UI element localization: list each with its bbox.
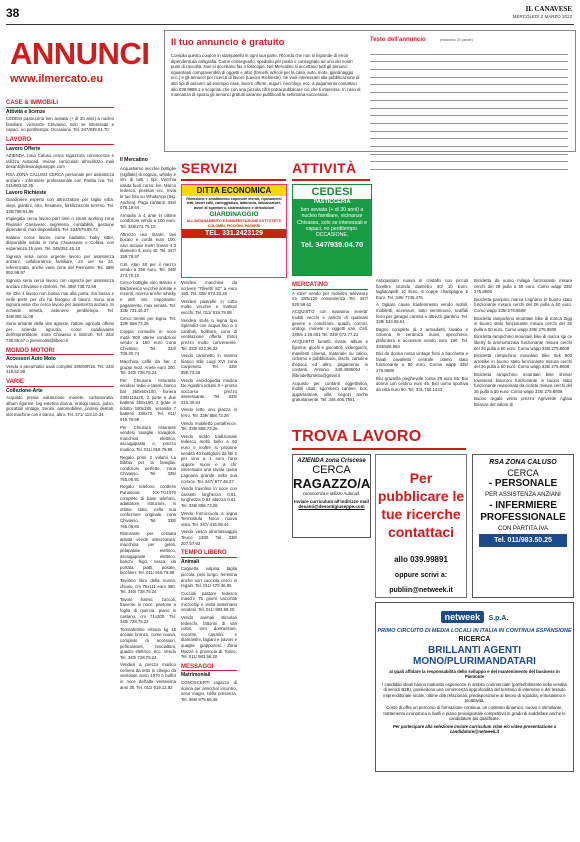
list-item: Macchina caffè da bar 2 gruppi mod. Ariete euro 200. Tel. 340/ 728.75.24 (120, 359, 176, 376)
section-varie: VARIE (6, 380, 114, 387)
servizi-rule (181, 179, 286, 181)
list-item: Se Che il lavoro non bussa mai alla porta, ma bussa e nelle porte per chi ha bisogno di lavoro. Sono una signora seria che cerca lavoro per assistenza anziani. Si richiede serietà, astenersi perditempo. Tel. 349/305.11.08 (6, 291, 114, 319)
list-item: Tavolino libro della nonna, chiuso, cm 75x111 euro 380. Tel. 340/ 728.75.24 (120, 577, 176, 595)
ditta-title: DITTA ECONOMICA (182, 185, 286, 196)
ditta-giardinaggio: GIARDINAGGIO (209, 211, 259, 219)
page-number: 38 (6, 6, 20, 20)
calu-ragazzo: RAGAZZO/A (293, 476, 371, 491)
annunci-url[interactable]: www.ilmercato.eu (10, 73, 104, 85)
list-item: Cerco trenini per legno. Tel. 339/ 858.73.26 (120, 315, 176, 327)
list-item: Regalo telefono cordless Panasonic KX-TG1070 completo di base telefono, adattatore, istruzioni, in ottime stato, nella sua confezione originale, zona Chivasso. Tel. 338/ 765.05.91 (120, 484, 176, 529)
list-item: Attrezzo uso tirante, tavi bocaio e corda euro 100, cavi acciaio metri lineari 4,3 diametro 6, euro 40. Tel. 347/ 159.78.97 (120, 231, 176, 259)
ad-text-title: Testo dell'annuncio (370, 37, 426, 43)
list-item: Antiquariato nuova in cristallo con piccoli fiorellini rotonda diametro 30/ 10 Euro, tagliacapelli 10 Euro, 6 coppe champagne 5 Euro. Tel. 349/ 7745.476 (376, 278, 468, 300)
list-item: Vendo caminetto in marmo bianco stile Luigi XVI zona Carpeneto. Tel. 339/ 858.73.26 (181, 353, 237, 375)
calu-heading: AZIENDA zona Criscese (297, 458, 366, 464)
newspaper-brand: IL CANAVESE (525, 5, 572, 13)
annunci-title: ANNUNCI (10, 36, 150, 71)
section-lavoro: LAVORO (6, 138, 114, 145)
attivita-band: ATTIVITÀ (292, 160, 357, 176)
column-1 (6, 96, 114, 420)
coupon-title: Il tuo annuncio è gratuito (171, 37, 285, 48)
list-item: Vendesi pastrelle in cotto molto vecchie e mattoni vecchi. Tel. 011/ 919.79.98 (181, 298, 237, 315)
column-4 (292, 278, 368, 405)
trova-lavoro-rule (292, 448, 466, 450)
netweek-logo: netweek (441, 611, 485, 623)
netweek-headline: BRILLANTI AGENTI MONO/PLURIMANDATARI (413, 645, 536, 667)
list-item: Tornitafettine Vittoria kg 15 acciaio bronzo, come nuova, completo di accessori, pellicolatore, brucialtani, quadro elettrico, ecc. Vendo Tel. 340/ 728.75.24 (120, 626, 176, 660)
list-item: Armadio a 4 ante in ottime condizioni vendo a 100 euro. Tel. 349/274.70.10 (120, 212, 176, 229)
attivita-rule (292, 179, 370, 181)
list-item: CEDESI pasticceria ben avviata (+ di 30 anni) a nucleo familiare, vicinanze Chivasso, solo se interessati e capaci, no perditempo. Occasione. Tel. 347/939.04.70 (6, 116, 114, 133)
column-2 (120, 156, 164, 165)
column-2-body (120, 166, 176, 692)
list-item: Bicicletta rampichino mountain bike di marca spi ce liberty bi ammortizzata funzionante misura cerchi del 26 pulla a 60 euro. Como wapp 335/ 275.8608 (474, 334, 572, 351)
list-item: Vendesi a prezzo modico cemera da letto in ciliegio da vetriolare anno 1970 e buffet in noce dell'alta ventesima anni 30. Tel. 011/ 919.12.82 (120, 662, 176, 690)
list-item: Cerco bottiglie vino Barolo e Barbaresco vecchie annate e recenti, ricerca anche whisky e altri vini. Importante: pagamento, max serietà. Tel. 335/ 731.16.27 (120, 280, 176, 314)
list-item: Vendesi macchina da scrivere "Olivetti 82" a euro 150. Tel. 328/ 673.33.26 (181, 280, 237, 297)
list-item: Signora seria cerca lavoro con urgenza per assistenza anziani Chivasso e dintorni. Tel. 388/ 738.72.68 (6, 278, 114, 289)
calu-invite: Inviare curriculum all'indirizzo mail (294, 499, 369, 504)
list-item: Per Chiusura ristorante vendesi tedie e tavoli, banco bar 260x60x100, fioriera 230x110x25, 2 porte e due battenti 260x150, 2 grate in ridotto 180x180, veranda 7 battenti 230x72. Tel. 011/ 919.79.98 (120, 377, 176, 422)
ad-text-lines[interactable] (370, 47, 568, 170)
list-item: AZIENDA zona Caluso cerca ragazzo/a conoscenza e utilizzo Autocad. Inviare curriculum all'indirizzo mail desanti@desantigiuseppe.com (6, 153, 114, 170)
netweek-apply: Per partecipare alla selezione inviare curriculum vitae e/o video-presentazione a candidature@netweek.it (392, 723, 557, 735)
list-item: Vendo formiccuola a legna Termostufa Noca nuova vista. Tel. 347/ 416.08.44 (181, 510, 237, 527)
subsection: Lavoro Offerte (6, 145, 41, 152)
header-rule (6, 24, 574, 25)
cedesi-phone: Tel. 347/939.04.70 (300, 240, 364, 250)
column-5 (376, 278, 468, 394)
netweek-spa: S.p.A. (488, 615, 509, 622)
rsa-caluso-ad (472, 454, 574, 598)
list-item: Regalo primi 2 volumi La Bibbia per la famiglia, condizioni perfette, zona Chivasso. Tel. 335/ 765.05.91 (120, 454, 176, 482)
subsection: Matrimoniali (181, 672, 211, 679)
list-item: Signora seria cerca urgente lavoro per assistenza anziani, collaboratrice familiare, 24 ore su 24, referenziata, anche varie zone del Piemonte. Tel. 388/ 852.98.97 (6, 253, 114, 276)
netweek-tagline: PRIMO CIRCUITO DI MEDIA LOCALI IN ITALIA IN CONTINUA ESPANSIONE (377, 628, 572, 634)
cedesi-body: ben avviata (+ di 30 anni) a nucleo familiare, vicinanze Chivasso, solo se interessati e capaci, no perditempo. OCCASIONE. (296, 207, 368, 239)
list-item: Coppia comodini in noce metà '800 ottime condizioni vendo a 150 euro zona Chivasso. Tel. 333/ 706.20.74 (120, 329, 176, 357)
calu-cerca: CERCA (312, 464, 351, 476)
column-3 (181, 280, 237, 704)
list-item: CONOSCERTI ragazzo di donna per amicizia/ incontro, sono magro, bella presenza. Tel. 366/ 975.66.48 (181, 680, 237, 702)
list-item: Vendesi stufa a legna tipo Splendid con acqua fino a 2 caraboli, bollitura, cono di ventilazione offerta (foto) prezzo molto conveniente. Tel. 333/ 823.36.32 (181, 317, 237, 351)
rsa-line-infermiere: - INFERMIERE (489, 500, 557, 511)
netweek-offer: Costo di offre un percorso di formazione continua, un contesto dinamico, nuovo e stimolante, trattamento economico a livelli e piano provvigionale competitivo in grado di soddisfare anche le candidature più qualificate. (383, 705, 566, 722)
subsection: Animali (181, 558, 200, 565)
issue-date: MERCOLEDÌ 2 MARZO 2022 (512, 14, 572, 19)
list-item: Bagno completo di 2 armadietti, lavabo e colonna in ceramica nuovi, specchiera, plafoniera e accessori vendo euro 190. Tel. 333/826.984 (376, 326, 468, 349)
list-item: Bicicletta rampichino mountain bike shimar townsend bianconi funzionante in buono stato funzionante revisionata da ciclista misura cerchi del 26 pulla a 50 euro. Como wapp 335/ 275.8608 (474, 371, 572, 394)
list-item: ACQUISTO con massima serieta' mobili vecchi e antichi di qualsiasi genere e condizioni, quadri, cornici, orologi, monete e oggetti vari. Cell. 349/6 1 25.061 Tel. 039/ 672.77.22 (292, 309, 368, 337)
netweek-requirements: I candidati ideali hanno maturato esperienze in ambito commerciale (preferibilmente nella vendita di servizi B2B), possiedono una conoscenza approfondita del territorio di interesse e del tessuto imprenditoriale locale, ottime doti relazionali, predisposizione al lavoro di squadra, entusiasmo e proattività. (382, 681, 567, 704)
list-item: Italiana cerca lavoro come badante, baby sitter, disponibile subito in zona Chivassese e Collina, con esperienza 15 anni. Tel. 349/351.45.18 (6, 234, 114, 252)
list-item: Bici graziella pieghevole rossa 28 euro 65. Boi donna con cestino euro 45. Bici uomo sportiva da città euro 50. Tel. 331.760.1443 (376, 375, 468, 392)
rsa-line-professionale: PROFESSIONALE (480, 512, 566, 523)
rsa-line-iva: CON PARTITA IVA (498, 526, 548, 532)
list-item: Cuccioli pastore tedesco maschi 75 giorni vaccinati microchip e visita veterinario vendesi. Tel. 011/ 983.58.20 (181, 590, 237, 613)
publish-contact-box (375, 454, 467, 598)
list-item: A Ogliaro cause trasferimento vendo mobili, mobiletti, accessori, tutto seminuovo, scaffali ferro per garage/ cantina e attrezzi giardino. Tel. 338/ 534.59.61 (376, 302, 468, 325)
netweek-ricerca: RICERCA (458, 636, 491, 643)
list-item: Impiegata cerca lavoro part time o smart working zona Rivarolo Canavese: segreteria, contabilità, gestione dipendenti, max disponibilità. Tel. 334/579.85.73 (6, 216, 114, 233)
list-item: Bici da donna rossa vintage freni a bacchetta e fanali cavalletto centrale ottimo stato funzionante a 90 euro. Cornio wapp 335/ 275.8608 (376, 351, 468, 373)
subsection: Accessori Auto Moto (6, 356, 56, 363)
list-item: Vendo travolino in noce con cassetti larghezza 0,51, lunghezza 0,83 altezza 0,81. Tel. 339/ 858.73.26 (181, 486, 237, 508)
column-6 (474, 278, 572, 409)
ditta-body: Rimozione e smaltimento coperture eternit, riposamenti tetti, lavori edili, carteggiatura, lattoneria, imbiancature, lavori di sgombero, sistemazione e demolizioni (186, 197, 282, 210)
list-item: Tavolo fratino, zoccoli, traverse in noce, pantone a foglia di quercia, piano in castano, cm 71x200. Tel. 340/ 728.75.24 (120, 596, 176, 625)
netweek-role: ai quali affidare la responsabilità dello sviluppo e del mantenimento del business in Piemonte (389, 669, 560, 680)
subsection: Il Mercatino (120, 157, 148, 163)
calu-skills: conoscenza e utilizzo Autocad. (302, 491, 361, 496)
publish-phone: allo 039.99891 (394, 555, 448, 564)
list-item: Bicicletta rampichino mountain bike trek 800 arrebike in buono stato funzionante misura cerchi del 26 pulla a 50 euro. Como wapp 335/ 275.8608 (474, 353, 572, 370)
publish-headline: Per pubblicare le tue ricerche contattaci (377, 470, 465, 540)
list-item: Bicicletta pampino marca Legnano in buono stato funzionante misura cerchi del 26 pulla a 60 euro. Como wapp 335/ 275.8608 (474, 296, 572, 313)
list-item: Vendo vasca idromassaggio Teuco 1200. Tel. 338/ 207.57.93 (181, 529, 237, 546)
ad-text-hint: (massimo 20 parole) (440, 38, 473, 42)
autocad-job-ad (292, 454, 371, 538)
ditta-phone: TEL. 331.2423129 (182, 229, 286, 238)
rsa-line-assistenza: PER ASSISTENZA ANZIANI (485, 492, 561, 498)
list-item: Cagnetta volpina taglia piccola, pelo lungo, femmina anche non cucciola cerco in regalo. Tel. 011/ 470.36.96 (181, 566, 237, 589)
list-item: Bicicletta da uomo milaga funzionante misura cerchi del 28 pulla a 50 euro. Como wapp 335/ 275.8608 (474, 278, 572, 295)
section-case-immobili: CASE & IMMOBILI (6, 101, 114, 108)
subsection: Collezione-Arte (6, 387, 43, 394)
calu-email-link[interactable]: desanti@desantigiuseppe.com (298, 504, 365, 509)
publish-or: oppure scrivi a: (394, 572, 448, 579)
list-item: Vendo mobiletto portafrecce. Tel. 339/ 858.73.26 (181, 420, 237, 432)
cedesi-ad (292, 184, 372, 276)
rsa-line-personale: - PERSONALE (488, 478, 558, 489)
list-item: Acquisto per contanti oggettistica, mobili usati, sgombero cantine, box, appartamenti, ville, negozi anche gratuitamente. Tel. 346.405.7661 (292, 380, 368, 403)
cedesi-title: CEDESI (293, 185, 371, 199)
list-item: Vendo animali stimolari tedeschi, fattorini di vari colori, toro dormentore, cocorite, canarini e diamantini, fagiani e pavoni e quaglie giapponesi. Zona Mazzé e provincia di Torino. Tel. 011/ 983.56.20 (181, 615, 237, 660)
list-item: Acquistiamo vecchie bottiglie (sigillate) di cognac, whisky e vini di tutti i tipi. Vecchia valuta fuori corso: lire, Marco tedesco, pesetas ecc. Invia le tue foto su WhatsApp (Sig. Andrea). Pago contanti. 349/ 078.19.64 (120, 166, 176, 211)
list-item: Per Chiusura ristorante vendesi tovaglie, tovaglioli, macchina elettrica, asciugapasta e, prezzo modico. Tel. 011/ 919.79.98 (120, 424, 176, 452)
list-item: Bicicletta rampichino mountain bike di marca Zigg in buono stato funzionante misura cerchi del 26 pulla a 50 euro. Como wapp 335/ 275.8608 (474, 315, 572, 332)
list-item: Sono amante della vita agreste, fattore agricola offresi per azienda agricola, come coadiuvante dell'imprenditore, zona Chivasso e limitrofi. Tel. 333/ 730.95.67 o piervino55@libero.it (6, 321, 114, 343)
ditta-economica-ad (181, 184, 287, 278)
subsection: Attività e licenze (6, 108, 46, 115)
list-item: Vendo enciclopedia medica De Agostini volumi 8 + pronto soccorso prezzo interessante. Tel. 339/ 215.30.84 (181, 377, 238, 405)
list-item: ACQUISTO fumetti, riviste, album e figurine, giochi e giocattoli, videogiochi, manifesti cinema, materiale su calcio, ciclismo e pubblicitario, dischi, cartoline d'epoca ed altro, pagamento in contanti. Antonio 349.4086064 - illibrodelfumetto@gmail.it (292, 339, 368, 378)
free-ad-coupon (164, 30, 576, 152)
list-item: Vendo reddo tradizionale tedesco molto bello a 60 euro e inoltre si propone vendita 40 bottiglioni da litri 2 per vino a 1 euro l'uno oppure nuovi e a chi' interessato una tavola quota Lagnana grande nella sua cornice. Tel. 347/ 977.48.37 (181, 433, 237, 484)
list-item: C.B. Alan 48 per il mezzo vendo a 250 euro. Tel. 349/ 274.70.10 (120, 261, 176, 278)
rsa-phone: Tel. 011/983.50.25 (479, 534, 567, 547)
section-messaggi: MESSAGGI (181, 665, 237, 672)
list-item: RSA ZONA CALUSO CERCA personale per assistenza anziani - infermiere professionale con Partita Iva. Tel. 011/983.50.25 (6, 171, 114, 189)
list-item: Vendo 4 pneumatici usati completi 195/60R15. Tel. 333/ 418.52.98 (6, 363, 114, 375)
rsa-heading: RSA ZONA CALUSO (489, 459, 557, 466)
coupon-instructions: Compila questo coupon in stampatello in ogni sua parte. Ricorda che non si risponde di errori dipendenti da calligrafia. Come consegnarlo: spedisilo per posta o consegnalo ad uno dei nostri punti di raccolta. Non si accettano fax o fotocopie. Nel Mercatino si accettano tutti gli annunci riguardanti compravendita di oggetti e altro (fornelli, articoli per la casa, auto, moto, giardinaggio ecc.) e gli annunci per ricerca di lavoro (Lavoro Richieste). Se vuoi interessarti alla pubblicazione di altri tipi di annunci ad esempio case, lavoro offerte, auguri, necrologi, ecc. a pagamento contattaci allo 039.9989.1 e scoprirai che con una piccola cifra potrai pubblicare ciò che ti interessa. In caso di mancanza di spazio gli annunci gratuiti saranno pubblicati la settimana successiva. (171, 53, 361, 98)
list-item: A Cirie' vendo per mobilizo televisore Irn 180x120 convenienza Tel. 347/ 920.59.62 (292, 290, 368, 307)
publish-email-link[interactable]: publiin@netweek.it (389, 587, 453, 594)
servizi-band: SERVIZI (181, 160, 238, 176)
section-tempo-libero: TEMPO LIBERO (181, 551, 237, 558)
rsa-cerca: CERCA (507, 468, 539, 478)
netweek-job-ad (375, 602, 574, 772)
list-item: Giardiniere esperto con attrezzature per taglio erba, siepi, giardini, orto, fresature, fertilizzazioni terreno. Tel. 335/769.81.95 (6, 197, 114, 214)
list-item: Ristorante per cessata attività vende attrezzatura: macchina per gelati, pelapatate elettrico, asciugapaste elettrico, banchi frigo, vasca da portata, piatti, posate, bicchieri. Tel. 011/ 919.79.98 (120, 531, 176, 576)
ditta-body-2: ALLONTANAMENTO E DISINFESTAZIONE SOTTOTETTI COLOMBI, PICCIONI, PASSERI (186, 219, 282, 228)
section-mercatino: MERCATINO (292, 283, 368, 290)
trova-lavoro-band: TROVA LAVORO (292, 428, 422, 445)
list-item: Buono regalo vento prezzo Agriverde Aglaia Brianza del valore di (474, 396, 572, 407)
section-mondo-motori: MONDO MOTORI (6, 349, 114, 356)
subsection: Lavoro Richieste (6, 189, 47, 196)
list-item: Vendo letto uno piazza in ferro. Tel. 339/ 858.73.26 (181, 407, 237, 419)
list-item: Acquisto previa valutazione monete, cartamoneta, album figurine, big estetica donna, orologi tasca, polso, giocattoli vintage, trenini, automobiline, protesi dentali, slot machine con il banco, altro. Tel. 371/ 115.10.34 (6, 395, 114, 417)
cedesi-subtitle: PASTICCERIA (313, 199, 351, 205)
